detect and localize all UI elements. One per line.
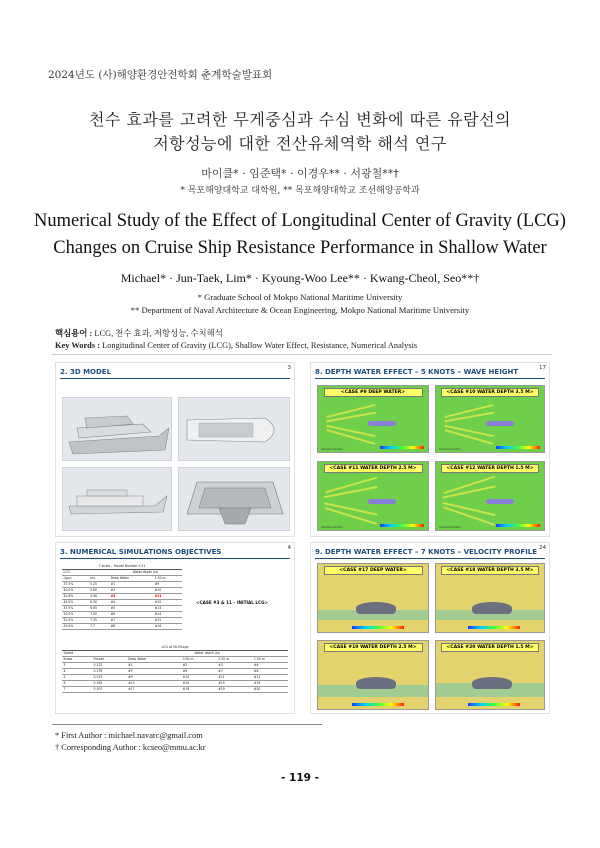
velocity-sim-case-17 [317,563,429,633]
table-cell: 0.219 [92,675,127,681]
hull-model-profile-view [62,467,172,531]
table-cell: #2 [181,663,217,669]
color-scale [352,703,404,706]
table-cell: 3 [62,663,92,669]
table-cell: 5.60 [89,588,110,594]
table-cell: 52.5% [62,618,89,624]
table-cell: #13 [153,606,182,612]
table-cell: #6 [181,669,217,675]
footnote-rule [52,724,322,725]
table-cell: #19 [217,687,253,693]
case-label: <CASE #19 WATER DEPTH 2.5 M> [324,643,423,652]
table-cell: 0.132 [92,663,127,669]
table-cell: 5.25 [89,582,110,588]
panel-rule [60,558,290,559]
column-header: Deep Water [109,576,153,582]
korean-affiliation: * 목포해양대학교 대학원, ** 목포해양대학교 조선해양공학과 [180,186,420,196]
column-header: Froude [92,657,127,663]
table-caption: 7 knots – Froude Number 0.31 [62,564,182,570]
table-row [62,687,288,693]
table-cell: #6 [109,612,153,618]
ship-hull [486,421,514,426]
panel-velocity-profile [310,542,550,714]
table-cell: 50.0% [62,612,89,618]
korean-authors: 마이클* · 임준택* · 이경우** · 서광철**† [201,167,399,180]
wave-sim-case-12 [435,461,545,531]
keywords-english [55,341,417,350]
ship-hull [472,602,512,614]
speed-depth-cases-table [62,645,288,693]
table-cell: #7 [109,618,153,624]
table-cell: LCG [62,570,89,576]
wave-sim-case-9 [317,385,429,453]
velocity-sim-case-20 [435,640,545,710]
table-cell: 6.65 [89,606,110,612]
table-cell: #17 [127,687,182,693]
separator-line [52,354,552,355]
table-cell: #15 [217,681,253,687]
keywords-english-text: Longitudinal Center of Gravity (LCG), Shallow Water Effect, Resistance, Numerical Analysis [102,341,418,350]
korean-title-line-1: 천수 효과를 고려한 무게중심과 수심 변화에 따른 유람선의 [88,110,512,129]
table-cell: #14 [153,612,182,618]
column-header: 2.50 m [217,657,253,663]
column-header: 1.50 m [252,657,288,663]
case-label: <CASE #20 WATER DEPTH 1.5 M> [441,643,538,652]
keywords-korean-label: 핵심용어 : [55,329,93,338]
initial-lcg-note: <CASE #3 & 11 – INITIAL LCG> [196,600,269,605]
table-cell: 45.0% [62,600,89,606]
wave-crest [324,486,377,498]
case-label: <CASE #10 WATER DEPTH 3.5 M> [441,388,538,397]
column-header: (m) [89,576,110,582]
column-header: Deep Water [127,657,182,663]
panel-wave-height [310,362,550,537]
english-affiliation-2: ** Department of Naval Architecture & Ocean Engineering, Mokpo National Maritime University [130,305,470,315]
table-cell: 55.0% [62,624,89,630]
table-cell: #13 [127,681,182,687]
ship-hull [356,677,396,689]
table-cell: #5 [127,669,182,675]
keywords-korean-text: LCG, 천수 효과, 저항성능, 수치해석 [94,329,223,338]
table-cell: 0.263 [92,681,127,687]
table-cell: 6 [62,681,92,687]
hull-model-side-view [62,397,172,461]
table-cell: 7.00 [89,612,110,618]
wave-crest [442,485,495,498]
table-cell-highlighted: #3 [109,594,153,600]
velocity-sim-case-18 [435,563,545,633]
color-scale [468,703,520,706]
table-cell: 5 [62,675,92,681]
keywords-english-label: Key Words : [55,341,100,350]
table-cell: #14 [181,681,217,687]
conference-header: 2024년도 (사)해양환경안전학회 춘계학술발표회 [48,69,273,81]
table-cell: #1 [127,663,182,669]
hull-model-perspective-view [178,467,290,531]
panel-title: 2. 3D MODEL [60,368,112,376]
table-cell: #7 [217,669,253,675]
panel-3d-model [55,362,295,537]
panel-rule [60,378,290,379]
table-cell: #3 [217,663,253,669]
color-scale [380,446,424,449]
table-cell: #2 [109,588,153,594]
panel-rule [315,558,545,559]
color-scale-label: Volume fraction [321,447,344,451]
lcg-cases-table [62,564,182,630]
ship-hull [356,602,396,614]
panel-rule [315,378,545,379]
wave-sim-case-10 [435,385,545,453]
english-title-line-2: Changes on Cruise Ship Resistance Performance in Shallow Water [53,238,547,258]
case-label: <CASE #12 WATER DEPTH 1.5 M> [441,464,538,473]
case-label: <CASE #18 WATER DEPTH 3.5 M> [441,566,538,575]
color-scale [380,524,424,527]
table-cell: #8 [252,669,288,675]
table-cell: 37.5% [62,582,89,588]
velocity-sim-case-19 [317,640,429,710]
column-header: (Lpp) [62,576,89,582]
table-cell: 7 [62,687,92,693]
table-cell: #12 [153,600,182,606]
ship-hull [472,677,512,689]
table-cell: 40.0% [62,588,89,594]
color-scale [468,626,520,629]
table-cell: #16 [252,681,288,687]
footnote-first-author: * First Author : michael.navarc@gmail.com [55,731,203,740]
footnote-corresponding-author: † Corresponding Author : kcseo@mmu.ac.kr [55,743,206,752]
column-header: 3.50 m [181,657,217,663]
ship-hull [368,499,396,504]
wave-sim-case-11 [317,461,429,531]
keywords-korean [55,327,223,339]
color-scale [496,446,540,449]
table-cell: #4 [109,600,153,606]
table-cell: #15 [153,618,182,624]
table-cell: 7.7 [89,624,110,630]
table-cell: #10 [153,588,182,594]
table-cell: #20 [252,687,288,693]
panel-title: 9. DEPTH WATER EFFECT – 7 KNOTS – VELOCITY PROFILE [315,548,538,556]
case-label: <CASE #11 WATER DEPTH 2.5 M> [324,464,423,473]
table-cell: 42.6% [62,594,89,600]
table-cell: #5 [109,606,153,612]
color-scale [496,524,540,527]
table-cell: Speed [62,651,127,657]
table-cell: #9 [127,675,182,681]
english-authors: Michael* · Jun-Taek, Lim* · Kyoung-Woo Lee** · Kwang-Cheol, Seo**† [120,271,480,285]
table-cell: 6.30 [89,600,110,606]
ship-hull [486,499,514,504]
table-cell: Water depth (m) [109,570,182,576]
table-cell: #18 [181,687,217,693]
table-cell: 4 [62,669,92,675]
table-caption: LCG at 50.0%Lpp [62,645,288,651]
panel-title: 8. DEPTH WATER EFFECT – 5 KNOTS – WAVE HEIGHT [315,368,519,376]
table-cell: 47.5% [62,606,89,612]
case-label: <CASE #9 DEEP WATER> [324,388,423,397]
page-number: - 119 - [281,772,319,784]
column-header: 1.50 m [153,576,182,582]
english-title-line-1: Numerical Study of the Effect of Longitudinal Center of Gravity (LCG) [34,211,566,231]
table-cell: #9 [153,582,182,588]
color-scale-label: Volume fraction [439,525,462,529]
color-scale-label: Volume fraction [439,447,462,451]
table-cell: #10 [181,675,217,681]
table-cell: Water depth (m) [127,651,288,657]
color-scale-label: Volume fraction [321,525,344,529]
english-affiliation-1: * Graduate School of Mokpo National Maritime University [197,292,403,302]
table-cell: #4 [252,663,288,669]
table-cell: 0.307 [92,687,127,693]
table-cell-highlighted: #11 [153,594,182,600]
hull-model-top-view [178,397,290,461]
korean-title-line-2: 저항성능에 대한 전산유체역학 해석 연구 [153,134,447,153]
slide-number: 24 [539,545,546,551]
slide-number: 17 [539,365,546,371]
case-label: <CASE #17 DEEP WATER> [324,566,423,575]
column-header: Knots [62,657,92,663]
color-scale [352,626,404,629]
table-cell: 7.35 [89,618,110,624]
table-cell: 0.176 [92,669,127,675]
table-cell: #12 [252,675,288,681]
ship-hull [368,421,396,426]
table-cell: #11 [217,675,253,681]
panel-title: 3. NUMERICAL SIMULATIONS OBJECTIVES [60,548,222,556]
slide-number: 4 [287,545,291,551]
table-cell: #16 [153,624,182,630]
slide-number: 3 [287,365,291,371]
table-cell: #8 [109,624,153,630]
panel-simulation-objectives [55,542,295,714]
table-row [62,624,182,630]
table-cell: 5.96 [89,594,110,600]
table-cell: #1 [109,582,153,588]
